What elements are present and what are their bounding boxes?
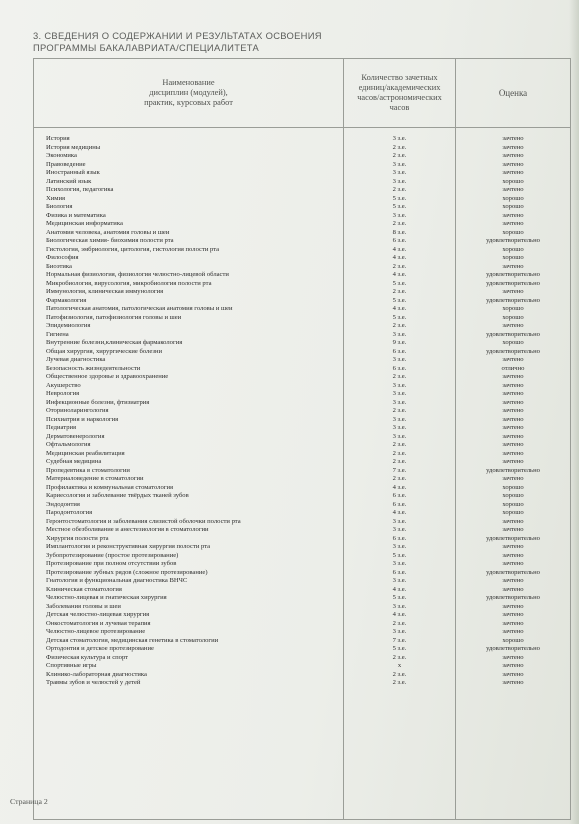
credit-value: 3 з.е.: [392, 432, 407, 440]
credit-value: 2 з.е.: [392, 186, 407, 193]
grade-value: удовлетворительно: [486, 466, 540, 474]
grade-value: удовлетворительно: [486, 279, 540, 287]
grade-value: зачтено: [502, 432, 524, 440]
credit-value: 3 з.е.: [392, 628, 407, 635]
credit-value: 4 з.е.: [392, 305, 407, 312]
discipline-name: Экономика: [46, 152, 77, 159]
section-title: 3. СВЕДЕНИЯ О СОДЕРЖАНИИ И РЕЗУЛЬТАТАХ ОСВОЕНИЯ ПРОГРАММЫ БАКАЛАВРИАТА/СПЕЦИАЛИТЕТА: [33, 30, 322, 53]
grade-value: зачтено: [502, 262, 524, 270]
credit-value: 2 з.е.: [392, 220, 407, 227]
discipline-name: Фармакология: [46, 296, 87, 304]
credit-value: 2 з.е.: [392, 152, 407, 159]
discipline-name: Детская челюстно-лицевая хирургия: [46, 611, 150, 618]
grade-value: зачтено: [502, 390, 524, 397]
discipline-name: Эндодонтия: [46, 500, 80, 508]
credits-column: [344, 128, 456, 820]
grade-value: зачтено: [502, 585, 524, 593]
grade-value: зачтено: [502, 611, 524, 618]
table-header-row: [34, 59, 571, 128]
credit-value: 2 з.е.: [392, 458, 407, 465]
discipline-name: Философия: [46, 254, 79, 261]
credit-value: 5 з.е.: [392, 551, 407, 559]
grade-value: отлично: [501, 364, 525, 372]
discipline-name: Безопасность жизнедеятельности: [46, 364, 141, 372]
grade-value: зачтено: [502, 653, 524, 661]
grade-value: зачтено: [502, 577, 524, 584]
credit-value: 5 з.е.: [392, 594, 407, 601]
credit-value: 4 з.е.: [392, 245, 407, 253]
discipline-name: Офтальмология: [46, 441, 91, 448]
discipline-name: Внутренние болезни,клиническая фармакология: [46, 339, 183, 346]
discipline-name: Психология, педагогика: [46, 186, 114, 193]
credit-value: 6 з.е.: [392, 347, 407, 355]
discipline-name: Медицинская информатика: [46, 220, 123, 227]
credit-value: 2 з.е.: [392, 407, 407, 414]
credit-value: 4 з.е.: [392, 585, 407, 593]
grade-value: зачтено: [502, 398, 524, 406]
credit-value: 2 з.е.: [392, 143, 407, 151]
credit-value: 6 з.е.: [392, 364, 407, 372]
credit-value: 2 з.е.: [392, 679, 407, 686]
credit-value: 6 з.е.: [392, 534, 407, 542]
credit-value: 3 з.е.: [392, 381, 407, 389]
discipline-name: Клиническая стоматология: [46, 585, 122, 593]
discipline-name: Зубопротезирование (простое протезирование): [46, 551, 179, 559]
credit-value: 2 з.е.: [392, 619, 407, 627]
grade-value: хорошо: [502, 500, 524, 508]
discipline-name: Профилактика и коммунальная стоматология: [46, 483, 174, 491]
grade-value: зачтено: [502, 160, 524, 168]
discipline-name: Биология: [46, 203, 73, 210]
discipline-name: Пародонтология: [46, 509, 93, 516]
discipline-name: Имплантология и реконструктивная хирургия полости рта: [46, 543, 211, 550]
grade-value: хорошо: [502, 509, 524, 516]
credit-value: 3 з.е.: [392, 543, 407, 550]
discipline-name: Челюстно-лицевое протезирование: [46, 628, 146, 635]
grade-value: зачтено: [502, 619, 524, 627]
discipline-name: Химия: [46, 194, 66, 202]
discipline-name: Латинский язык: [46, 177, 92, 185]
credit-value: 2 з.е.: [392, 322, 407, 329]
grade-value: зачтено: [502, 373, 524, 380]
grade-value: зачтено: [502, 475, 524, 482]
grade-value: зачтено: [502, 211, 524, 219]
discipline-name: Неврология: [46, 390, 80, 397]
grade-value: удовлетворительно: [486, 296, 540, 304]
discipline-name: Онкостоматология и лучевая терапия: [46, 619, 151, 627]
credit-value: 2 з.е.: [392, 288, 407, 295]
discipline-name: Физическая культура и спорт: [46, 653, 129, 661]
grade-value: удовлетворительно: [486, 237, 540, 244]
discipline-name: Челюстно-лицевая и гнатическая хирургия: [46, 594, 167, 601]
grade-value: зачтено: [502, 670, 524, 678]
discipline-name: Правоведение: [46, 160, 86, 168]
credit-value: 5 з.е.: [392, 313, 407, 321]
credit-value: 2 з.е.: [392, 653, 407, 661]
credit-value: 7 з.е.: [392, 636, 407, 644]
discipline-name: Дерматовенерология: [46, 432, 105, 440]
grades-table: [33, 58, 571, 820]
grade-value: зачтено: [502, 381, 524, 389]
discipline-name: Общая хирургия, хирургические болезни: [46, 347, 163, 355]
grade-value: хорошо: [502, 305, 524, 312]
discipline-name: Спортивные игры: [46, 662, 97, 669]
grades-column: [456, 128, 571, 820]
grade-value: хорошо: [502, 313, 524, 321]
grade-value: удовлетворительно: [486, 347, 540, 355]
credit-value: 5 з.е.: [392, 203, 407, 210]
discipline-name: История медицины: [46, 143, 101, 151]
grade-value: зачтено: [502, 560, 524, 567]
discipline-name: Гистология, эмбриология, цитология, гистология полости рта: [46, 245, 220, 253]
grade-value: хорошо: [502, 483, 524, 491]
credit-value: 5 з.е.: [392, 296, 407, 304]
discipline-name: Пропедевтика в стоматологии: [46, 466, 130, 474]
credit-value: 4 з.е.: [392, 483, 407, 491]
credit-value: 3 з.е.: [392, 211, 407, 219]
discipline-name: Местное обезболивание и анестезиология в стоматологии: [46, 526, 209, 533]
discipline-name: Материаловедение в стоматологии: [46, 475, 144, 482]
grade-value: хорошо: [502, 339, 524, 346]
discipline-name: Патофизиология, патофизиология головы и шеи: [46, 313, 182, 321]
grade-value: зачтено: [502, 449, 524, 457]
grade-value: хорошо: [502, 177, 524, 185]
grade-value: зачтено: [502, 186, 524, 193]
grade-value: хорошо: [502, 245, 524, 253]
credit-value: 2 з.е.: [392, 475, 407, 482]
discipline-name: Травмы зубов и челюстей у детей: [46, 679, 141, 686]
grade-value: зачтено: [502, 407, 524, 414]
grade-value: зачтено: [502, 415, 524, 423]
discipline-name: Иммунология, клиническая иммунология: [46, 288, 164, 295]
credit-value: 3 з.е.: [392, 424, 407, 431]
credit-value: 2 з.е.: [392, 262, 407, 270]
credit-value: 3 з.е.: [392, 169, 407, 176]
discipline-name: Патологическая анатомия, патологическая анатомия головы и шеи: [46, 305, 233, 312]
discipline-name: Протезирование при полном отсутствии зубов: [46, 560, 177, 567]
discipline-name: Геронтостоматология и заболевания слизистой оболочки полости рта: [46, 517, 241, 525]
page-number: Страница 2: [10, 797, 48, 806]
credit-value: 9 з.е.: [392, 339, 407, 346]
table-body-row: [34, 128, 571, 820]
grade-value: хорошо: [502, 203, 524, 210]
discipline-name: Протезирование зубных рядов (сложное протезирование): [46, 568, 208, 576]
discipline-names-column: [34, 128, 344, 820]
grade-value: хорошо: [502, 228, 524, 236]
discipline-name: Общественное здоровье и здравоохранение: [46, 373, 169, 380]
grade-value: удовлетворительно: [486, 594, 540, 601]
credit-value: 2 з.е.: [392, 449, 407, 457]
credit-value: 6 з.е.: [392, 500, 407, 508]
credit-value: 3 з.е.: [392, 160, 407, 168]
discipline-name: Кариесология и заболевание твёрдых тканей зубов: [46, 492, 189, 499]
credit-value: 3 з.е.: [392, 390, 407, 397]
discipline-name: Микробиология, вирусология, микробиология полости рта: [46, 279, 212, 287]
discipline-name: Хирургия полости рта: [46, 534, 109, 542]
credit-value: 5 з.е.: [392, 645, 407, 652]
credit-value: 4 з.е.: [392, 271, 407, 278]
credit-value: 2 з.е.: [392, 441, 407, 448]
discipline-name: Инфекционные болезни, фтизиатрия: [46, 398, 150, 406]
grade-value: зачтено: [502, 517, 524, 525]
credit-value: 3 з.е.: [392, 602, 407, 610]
credit-value: 5 з.е.: [392, 279, 407, 287]
credit-value: 3 з.е.: [392, 356, 407, 363]
discipline-name: Психиатрия и наркология: [46, 415, 119, 423]
discipline-name: Биологическая химия- биохимия полости рта: [46, 237, 174, 244]
discipline-name: Судебная медицина: [46, 458, 102, 465]
grade-value: зачтено: [502, 679, 524, 686]
grade-value: зачтено: [502, 526, 524, 533]
discipline-name: Акушерство: [46, 381, 81, 389]
discipline-name: Оториноларингология: [46, 407, 109, 414]
discipline-name: Заболевания головы и шеи: [46, 602, 121, 610]
credit-value: 3 з.е.: [392, 398, 407, 406]
grade-value: хорошо: [502, 254, 524, 261]
credit-value: 3 з.е.: [392, 577, 407, 584]
credit-value: 3 з.е.: [392, 415, 407, 423]
grade-value: зачтено: [502, 543, 524, 550]
credit-value: 3 з.е.: [392, 330, 407, 338]
grade-value: зачтено: [502, 662, 524, 669]
discipline-name: Биоэтика: [46, 262, 72, 270]
grade-value: удовлетворительно: [486, 330, 540, 338]
grade-value: зачтено: [502, 602, 524, 610]
credit-value: 3 з.е.: [392, 135, 407, 142]
grade-value: зачтено: [502, 135, 524, 142]
credit-value: 5 з.е.: [392, 194, 407, 202]
grade-value: зачтено: [502, 628, 524, 635]
credit-value: 4 з.е.: [392, 254, 407, 261]
grade-value: зачтено: [502, 441, 524, 448]
credit-value: 3 з.е.: [392, 526, 407, 533]
discipline-name: История: [46, 135, 70, 142]
discipline-name: Нормальная физиология, физиология челюстно-лицевой области: [46, 271, 229, 278]
grade-value: хорошо: [502, 636, 524, 644]
credit-value: 6 з.е.: [392, 568, 407, 576]
grade-value: удовлетворительно: [486, 534, 540, 542]
grade-value: удовлетворительно: [486, 645, 540, 652]
grade-value: хорошо: [502, 194, 524, 202]
grade-value: зачтено: [502, 458, 524, 465]
discipline-name: Иностранный язык: [46, 169, 100, 176]
discipline-name: Ортодонтия и детское протезирование: [46, 645, 154, 652]
grade-value: зачтено: [502, 424, 524, 431]
discipline-name: Лучевая диагностика: [46, 356, 106, 363]
discipline-name: Анатомия человека, анатомия головы и шеи: [46, 228, 170, 236]
discipline-name: Детская стоматология, медицинская генетика в стоматологии: [46, 636, 219, 644]
credit-value: 3 з.е.: [392, 517, 407, 525]
grade-value: удовлетворительно: [486, 568, 540, 576]
grade-value: зачтено: [502, 322, 524, 329]
credit-value: 2 з.е.: [392, 670, 407, 678]
header-discipline-name: Наименование дисциплин (модулей), практик, курсовых работ: [34, 59, 344, 128]
credit-value: 8 з.е.: [392, 228, 407, 236]
header-grade: Оценка: [456, 59, 571, 128]
discipline-name: Эпидемиология: [46, 322, 91, 329]
grade-value: зачтено: [502, 288, 524, 295]
credit-value: 4 з.е.: [392, 509, 407, 516]
credit-value: x: [397, 662, 402, 669]
discipline-name: Клинико-лабораторная диагностика: [46, 670, 147, 678]
discipline-name: Гнатология и функциональная диагностика ВНЧС: [46, 577, 188, 584]
discipline-name: Педиатрия: [46, 424, 77, 431]
discipline-name: Гигиена: [46, 330, 69, 338]
grade-value: зачтено: [502, 551, 524, 559]
grade-value: зачтено: [502, 152, 524, 159]
credit-value: 7 з.е.: [392, 466, 407, 474]
header-credits: Количество зачетных единиц/академических часов/астрономических часов: [344, 59, 456, 128]
discipline-name: Медицинская реабилитация: [46, 449, 125, 457]
credit-value: 6 з.е.: [392, 237, 407, 244]
grade-value: зачтено: [502, 143, 524, 151]
credit-value: 6 з.е.: [392, 492, 407, 499]
credit-value: 2 з.е.: [392, 373, 407, 380]
credit-value: 3 з.е.: [392, 177, 407, 185]
grade-value: зачтено: [502, 169, 524, 176]
discipline-name: Физика и математика: [46, 211, 106, 219]
grade-value: зачтено: [502, 356, 524, 363]
grade-value: удовлетворительно: [486, 271, 540, 278]
grade-value: хорошо: [502, 492, 524, 499]
credit-value: 4 з.е.: [392, 611, 407, 618]
credit-value: 3 з.е.: [392, 560, 407, 567]
grade-value: зачтено: [502, 220, 524, 227]
